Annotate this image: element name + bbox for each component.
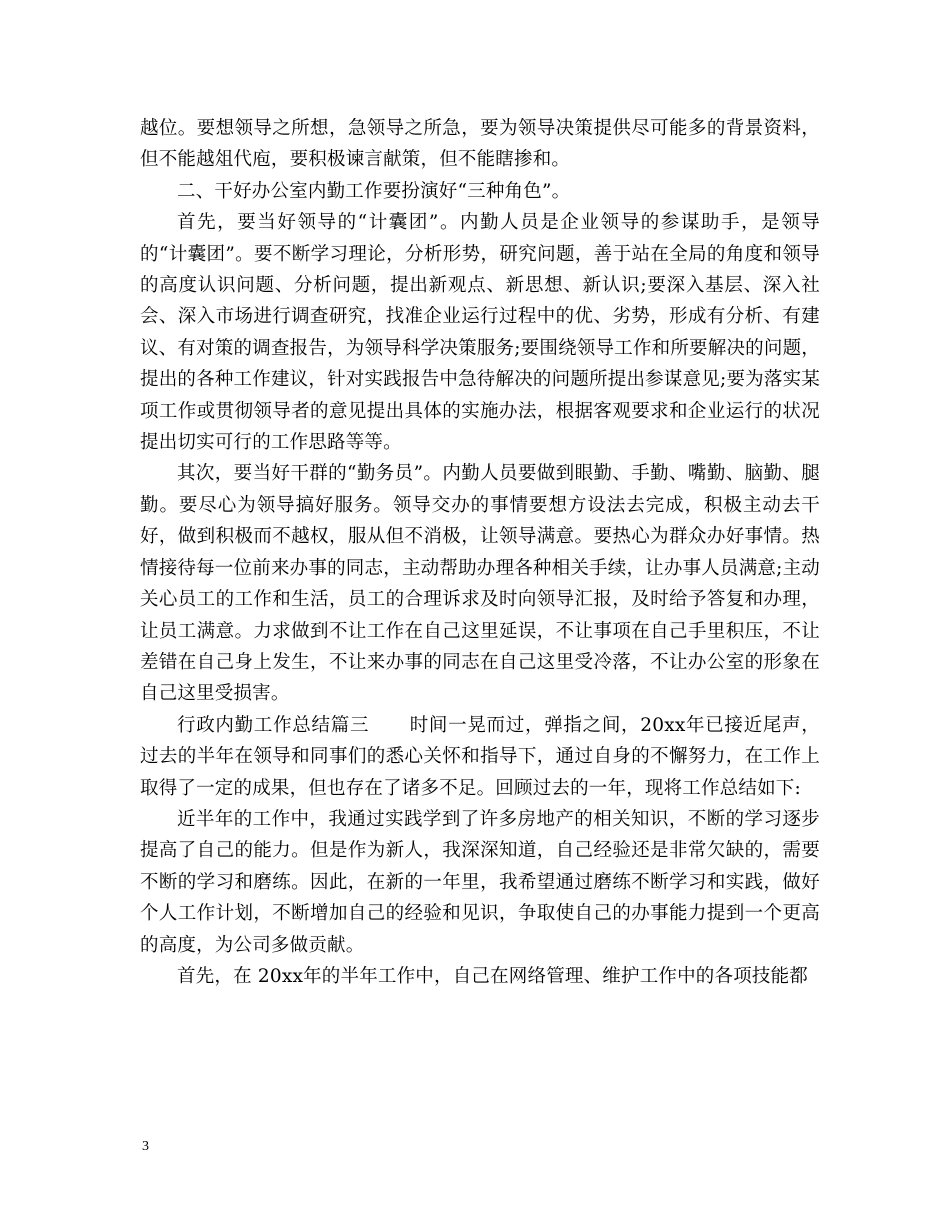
- paragraph-3: 首先，要当好领导的“计囊团”。内勤人员是企业领导的参谋助手，是领导的“计囊团”。要不断学习理论，分析形势，研究问题，善于站在全局的角度和领导的高度认识问题、分析问题，提出新观点、新思想、新认识;要深入基层、深入社会、深入市场进行调查研究，找准企业运行过程中的优、劣势，形成有分析、有建议、有对策的调查报告，为领导科学决策服务;要围绕领导工作和所要解决的问题，提出的各种工作建议，针对实践报告中急待解决的问题所提出参谋意见;要为落实某项工作或贯彻领导者的意见提出具体的实施办法，根据客观要求和企业运行的状况提出切实可行的工作思路等等。: [140, 212, 820, 454]
- paragraph-6: 近半年的工作中，我通过实践学到了许多房地产的相关知识，不断的学习逐步提高了自己的能力。但是作为新人，我深深知道，自己经验还是非常欠缺的，需要不断的学习和磨练。因此，在新的一年里，我希望通过磨练不断学习和实践，做好个人工作计划，不断增加自己的经验和见识，争取使自己的办事能力提到一个更高的高度，为公司多做贡献。: [140, 808, 820, 956]
- document-body: [140, 113, 820, 992]
- page-number: 3: [142, 1139, 149, 1154]
- paragraph-5-text: 时间一晃而过，弹指之间，20xx年已接近尾声，过去的半年在领导和同事们的悉心关怀和指导下，通过自身的不懈努力，在工作上取得了一定的成果，但也存在了诸多不足。回顾过去的一年，现将工作总结如下:: [140, 714, 820, 799]
- paragraph-7: 首先，在 20xx年的半年工作中，自己在网络管理、维护工作中的各项技能都: [177, 965, 808, 987]
- paragraph-1: 越位。要想领导之所想，急领导之所急，要为领导决策提供尽可能多的背景资料，但不能越俎代庖，要积极谏言献策，但不能瞎掺和。: [140, 118, 820, 171]
- paragraph-2: 二、干好办公室内勤工作要扮演好“三种角色”。: [177, 180, 571, 202]
- paragraph-5: [140, 710, 820, 804]
- section-heading: 行政内勤工作总结篇三: [177, 714, 370, 736]
- paragraph-4: 其次，要当好干群的“勤务员”。内勤人员要做到眼勤、手勤、嘴勤、脑勤、腿勤。要尽心为领导搞好服务。领导交办的事情要想方设法去完成，积极主动去干好，做到积极而不越权，服从但不消极，让领导满意。要热心为群众办好事情。热情接待每一位前来办事的同志，主动帮助办理各种相关手续，让办事人员满意;主动关心员工的工作和生活，员工的合理诉求及时向领导汇报，及时给予答复和办理，让员工满意。力求做到不让工作在自己这里延误，不让事项在自己手里积压，不让差错在自己身上发生，不让来办事的同志在自己这里受冷落，不让办公室的形象在自己这里受损害。: [140, 463, 820, 705]
